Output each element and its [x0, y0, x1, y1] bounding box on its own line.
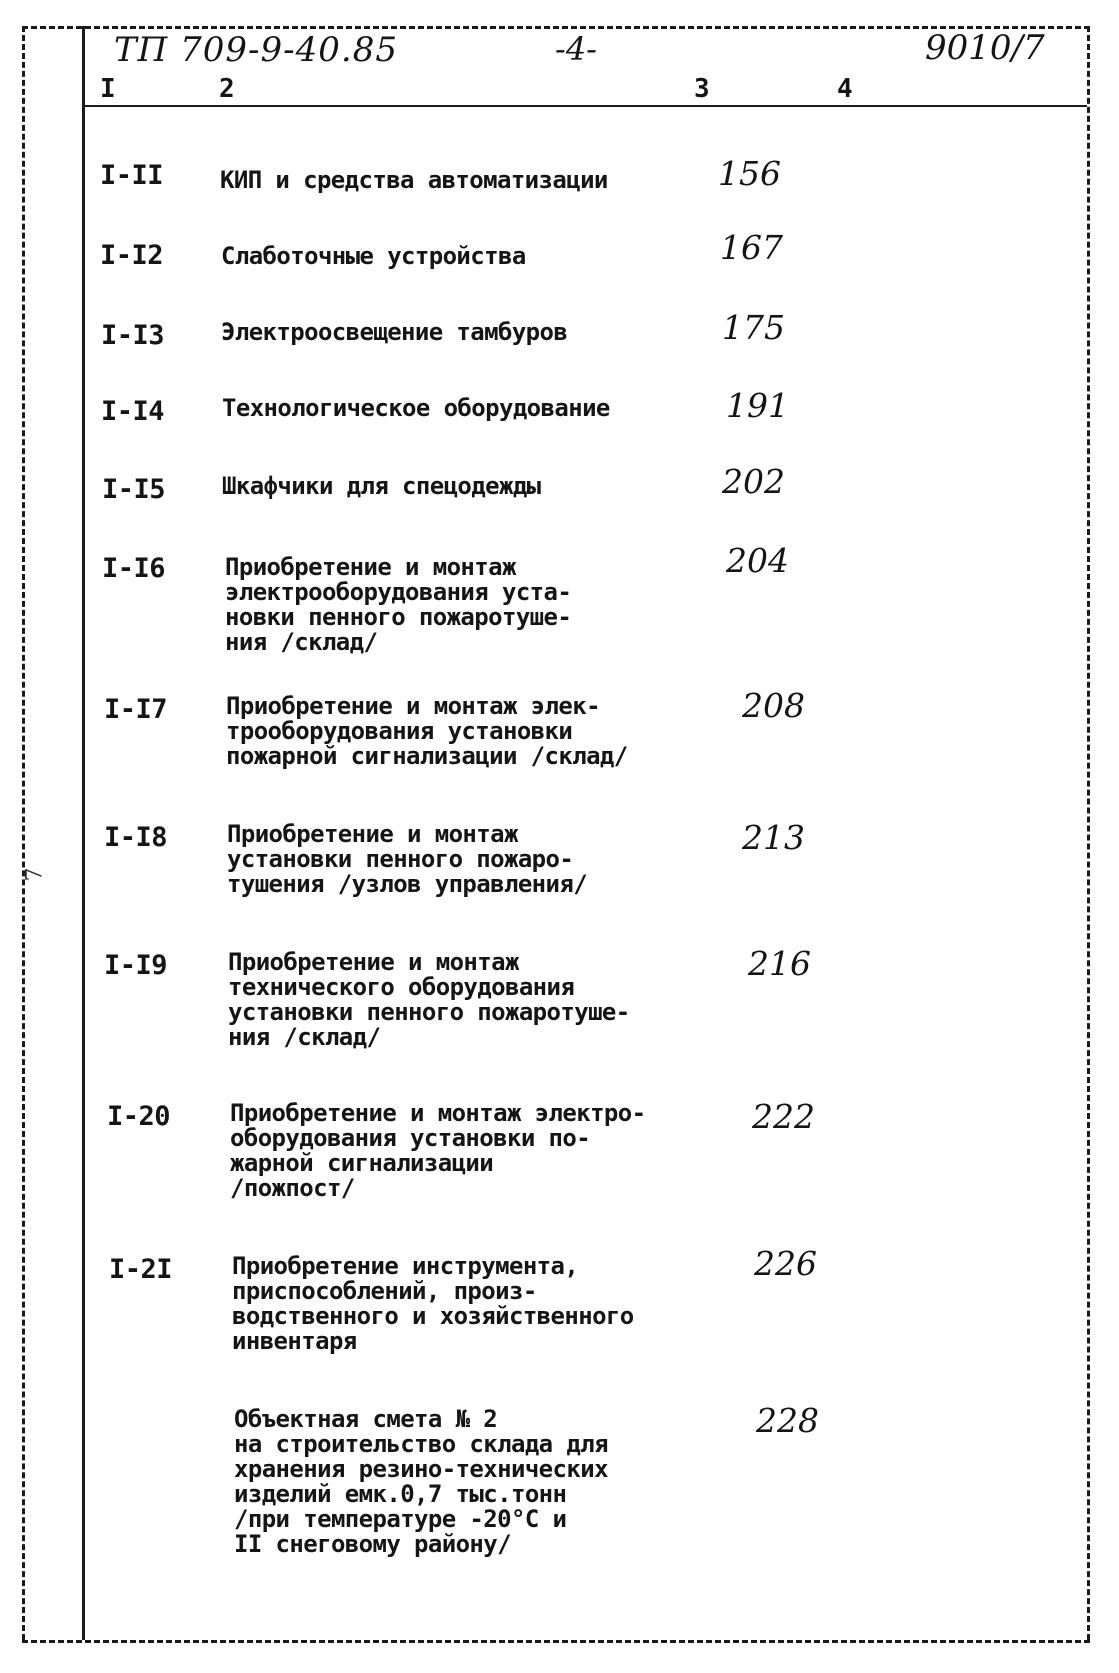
column-header-3: 3	[694, 74, 710, 104]
row-number: I-II	[100, 160, 164, 191]
frame-bottom-border	[22, 1640, 1090, 1643]
row-title: Приобретение и монтаж элек- трооборудования установки пожарной сигнализации /склад/	[226, 692, 628, 770]
page-number: -4-	[555, 30, 597, 68]
row-title: Слаботочные устройства	[221, 242, 526, 270]
row-title: КИП и средства автоматизации	[220, 166, 608, 194]
row-number: I-I4	[101, 396, 165, 427]
row-title: Приобретение и монтаж установки пенного пожаро- тушения /узлов управления/	[227, 820, 588, 898]
row-page: 204	[726, 541, 789, 580]
row-page: 202	[722, 462, 785, 501]
row-number: I-20	[107, 1101, 171, 1132]
row-number: I-I2	[100, 240, 164, 271]
column-header-2: 2	[219, 74, 235, 104]
row-page: 191	[726, 386, 789, 425]
row-title: Приобретение и монтаж технического оборудования установки пенного пожаротуше- ния /склад/	[228, 948, 630, 1051]
row-title: Приобретение и монтаж электрооборудования уста- новки пенного пожаротуше- ния /склад/	[225, 553, 572, 656]
row-title: Шкафчики для спецодежды	[222, 472, 541, 500]
frame-right-border	[1087, 26, 1090, 1640]
column-header-1: I	[100, 74, 116, 104]
row-page: 228	[756, 1401, 819, 1440]
row-page: 216	[748, 944, 811, 983]
row-number: I-I5	[102, 474, 166, 505]
column-header-4: 4	[837, 74, 853, 104]
row-number: I-I7	[104, 694, 168, 725]
row-number: I-I9	[104, 950, 168, 981]
side-margin-mark: 7	[22, 867, 48, 882]
row-page: 222	[752, 1097, 815, 1136]
row-number: I-I8	[104, 822, 168, 853]
sheet-code: 9010/7	[925, 28, 1045, 68]
document-code: ТП 709-9-40.85	[114, 30, 398, 70]
row-title: Приобретение и монтаж электро- оборудования установки по- жарной сигнализации /пожпост/	[230, 1099, 646, 1202]
row-page: 175	[722, 308, 785, 347]
row-title: Приобретение инструмента, приспособлений, произ- водственного и хозяйственного инвентаря	[232, 1252, 634, 1355]
frame-left-border	[22, 26, 25, 1640]
row-number: I-I3	[101, 320, 165, 351]
header-rule	[84, 105, 1087, 107]
row-number: I-I6	[102, 553, 166, 584]
row-page: 208	[742, 686, 805, 725]
row-title: Электроосвещение тамбуров	[221, 318, 568, 346]
row-page: 156	[718, 154, 781, 193]
row-title: Объектная смета № 2 на строительство склада для хранения резино-технических изделий емк.0,7 тыс.тонн /при температуре -20°С и II снеговому району/	[234, 1405, 608, 1558]
row-page: 213	[742, 818, 805, 857]
binding-margin-line	[82, 26, 85, 1640]
row-number: I-2I	[109, 1254, 173, 1285]
row-page: 167	[720, 228, 783, 267]
row-title: Технологическое оборудование	[222, 394, 610, 422]
row-page: 226	[754, 1244, 817, 1283]
